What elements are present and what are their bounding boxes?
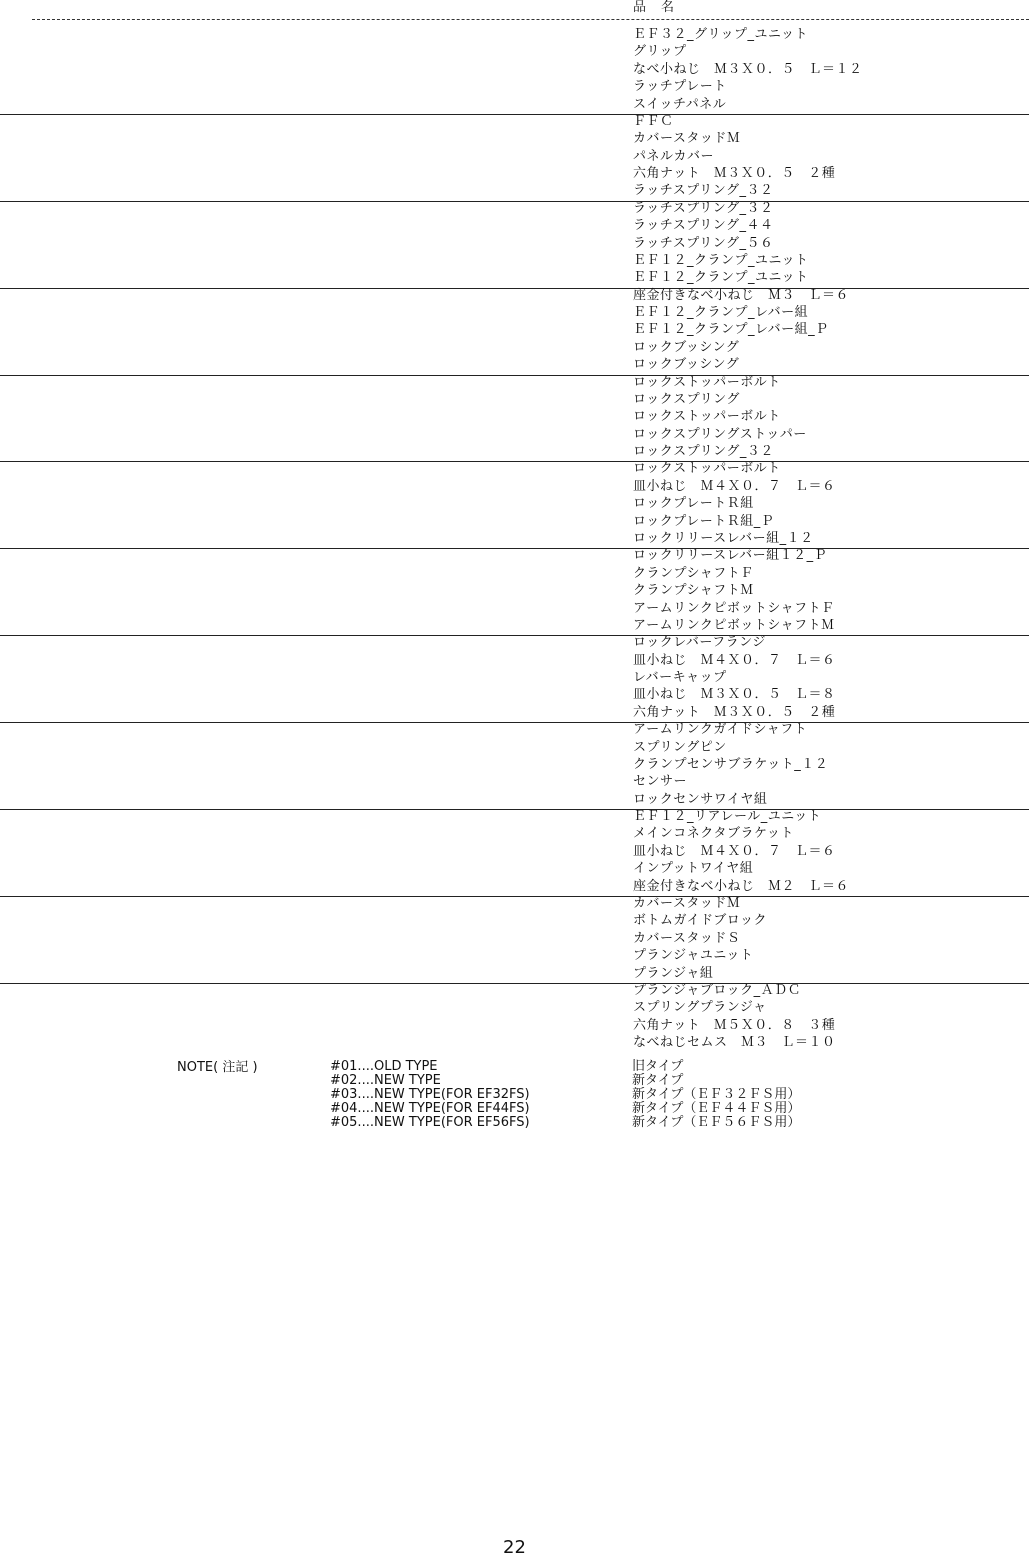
part-name: インプットワイヤ組: [633, 861, 754, 877]
part-name: ラッチプレート: [633, 79, 727, 95]
part-name: ＥＦ３２_グリップ_ユニット: [633, 27, 808, 42]
parts-list: [0, 27, 1029, 1053]
part-name: 六角ナット Ｍ３Ｘ０．５ ２種: [633, 166, 836, 182]
part-name: ロックリリースレバー組１２_Ｐ: [633, 548, 828, 564]
parts-group: [0, 27, 1029, 114]
part-name: ラッチスプリング_４４: [633, 218, 774, 234]
part-name: 皿小ねじ Ｍ４Ｘ０．７ Ｌ＝６: [633, 478, 836, 494]
part-name: ロックスプリング: [633, 391, 740, 407]
part-name: ロックプレートＲ組: [633, 496, 754, 512]
part-name: 皿小ねじ Ｍ３Ｘ０．５ Ｌ＝８: [633, 687, 836, 703]
part-name: ラッチスプリング_５６: [633, 235, 774, 251]
part-name: スイッチパネル: [633, 96, 727, 112]
parts-group: [0, 983, 1029, 1053]
part-name: ラッチスプリング_３２: [633, 183, 774, 199]
part-name: ロックセンサワイヤ組: [633, 791, 768, 807]
part-name: なべねじセムス Ｍ３ Ｌ＝１０: [633, 1034, 836, 1050]
parts-group: [0, 114, 1029, 201]
note-translation: 新タイプ（ＥＦ４４ＦＳ用）: [632, 1101, 801, 1116]
part-name: アームリンクガイドシャフト: [633, 722, 808, 738]
header-dashed-divider: [32, 19, 1029, 20]
note-translations: [632, 1060, 800, 1130]
note-label: NOTE( 注記 ): [177, 1060, 258, 1075]
part-name: ロックスプリング_３２: [633, 444, 774, 460]
part-name: メインコネクタブラケット: [633, 826, 794, 842]
parts-group: [0, 548, 1029, 635]
part-name: ＥＦ１２_クランプ_レバー組_Ｐ: [633, 322, 829, 338]
note-code: #03....NEW TYPE(FOR EF32FS): [330, 1087, 530, 1102]
part-name: ＥＦ１２_クランプ_レバー組: [633, 305, 809, 321]
note-translation: 新タイプ（ＥＦ５６ＦＳ用）: [632, 1115, 801, 1130]
note-codes: [330, 1060, 530, 1130]
part-name: クランプシャフトＭ: [633, 583, 754, 599]
part-name: カバースタッドＭ: [633, 131, 741, 147]
parts-group: [0, 722, 1029, 809]
part-name: ロックブッシング: [633, 339, 740, 355]
part-name: アームリンクピボットシャフトＭ: [633, 617, 835, 633]
part-name: ロックリリースレバー組_１２: [633, 531, 814, 547]
part-name: カバースタッドＭ: [633, 895, 741, 911]
part-name: ロックブッシング: [633, 357, 740, 373]
part-name: パネルカバー: [633, 148, 715, 164]
part-name: プランジャ組: [633, 965, 714, 981]
part-name: ロックスプリングストッパー: [633, 426, 807, 442]
parts-group: [0, 635, 1029, 722]
note-translation: 新タイプ: [632, 1073, 684, 1088]
parts-group: [0, 896, 1029, 983]
note-code: #04....NEW TYPE(FOR EF44FS): [330, 1101, 530, 1116]
part-name: ＥＦ１２_クランプ_ユニット: [633, 252, 809, 268]
part-name: プランジャブロック_ＡＤＣ: [633, 982, 802, 998]
part-name: 座金付きなべ小ねじ Ｍ３ Ｌ＝６: [633, 287, 850, 303]
part-name: レバーキャップ: [633, 670, 727, 686]
column-title: 品 名: [633, 0, 676, 15]
part-name: 皿小ねじ Ｍ４Ｘ０．７ Ｌ＝６: [633, 652, 836, 668]
part-name: クランプセンサブラケット_１２: [633, 756, 829, 772]
part-name: ＥＦ１２_クランプ_ユニット: [633, 270, 809, 286]
note-code: #02....NEW TYPE: [330, 1073, 441, 1088]
part-name: クランプシャフトＦ: [633, 565, 754, 581]
part-name: ロックストッパーボルト: [633, 461, 781, 477]
part-name: アームリンクピボットシャフトＦ: [633, 600, 835, 616]
part-name: グリップ: [633, 44, 687, 60]
part-name: スプリングプランジャ: [633, 1000, 767, 1016]
part-name: ＥＦ１２_リアレール_ユニット: [633, 809, 822, 825]
part-name: ロックプレートＲ組_Ｐ: [633, 513, 775, 529]
part-name: スプリングピン: [633, 739, 727, 755]
note-code: #05....NEW TYPE(FOR EF56FS): [330, 1115, 530, 1130]
parts-group: [0, 809, 1029, 896]
parts-group: [0, 375, 1029, 462]
part-name: ＦＦＣ: [633, 113, 674, 129]
note-code: #01....OLD TYPE: [330, 1059, 438, 1074]
part-name: プランジャユニット: [633, 948, 754, 964]
part-name: 皿小ねじ Ｍ４Ｘ０．７ Ｌ＝６: [633, 843, 836, 859]
note-translation: 新タイプ（ＥＦ３２ＦＳ用）: [632, 1087, 801, 1102]
parts-group: [0, 201, 1029, 288]
part-name: カバースタッドＳ: [633, 930, 741, 946]
part-name: ロックストッパーボルト: [633, 374, 781, 390]
part-name: センサー: [633, 774, 688, 790]
part-name: 六角ナット Ｍ５Ｘ０．８ ３種: [633, 1017, 836, 1033]
parts-group: [0, 461, 1029, 548]
part-name: 座金付きなべ小ねじ Ｍ２ Ｌ＝６: [633, 878, 850, 894]
part-name: ラッチスプリング_３２: [633, 200, 774, 216]
page-number: 22: [503, 1537, 526, 1558]
parts-group: [0, 288, 1029, 375]
part-name: なべ小ねじ Ｍ３Ｘ０．５ Ｌ＝１２: [633, 61, 863, 77]
part-name: 六角ナット Ｍ３Ｘ０．５ ２種: [633, 704, 836, 720]
note-translation: 旧タイプ: [632, 1059, 684, 1074]
part-name: ロックレバーフランジ: [633, 635, 766, 651]
part-name: ボトムガイドブロック: [633, 913, 767, 929]
part-name: ロックストッパーボルト: [633, 409, 781, 425]
